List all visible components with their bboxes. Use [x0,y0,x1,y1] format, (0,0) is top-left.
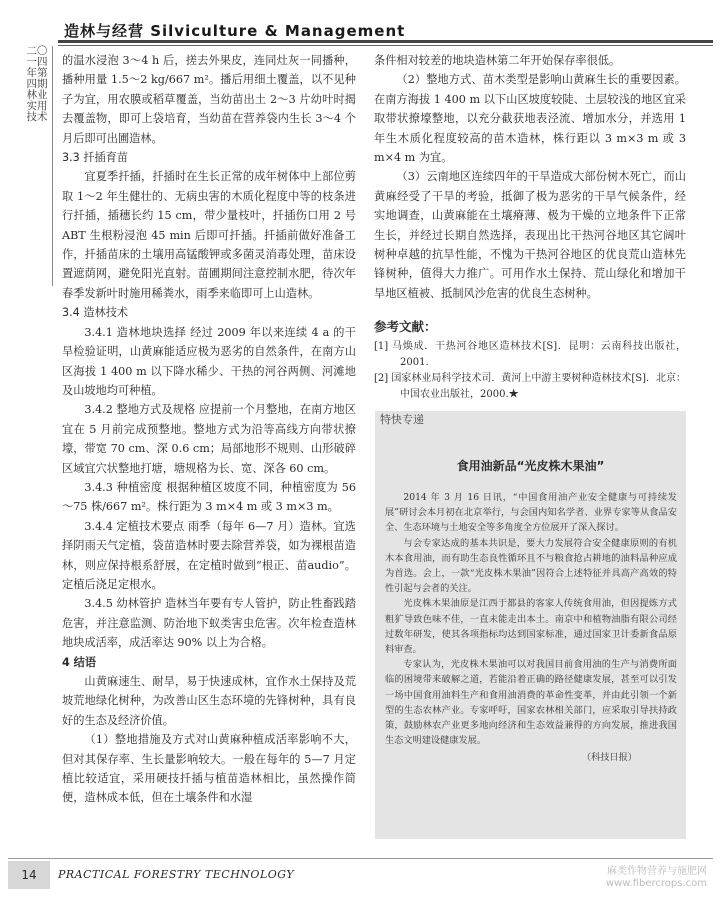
reference-item: [1] 马焕成．干热河谷地区造林技术[S]．昆明：云南科技出版社，2001. [374,340,686,368]
news-box-body [385,490,677,766]
page-number: 14 [8,861,50,889]
news-box-tab: 特快专递 [380,413,424,426]
paragraph: 条件相对较差的地块造林第二年开始保存率很低。 [374,54,621,67]
paragraph-3-4-3: 3.4.3 种植密度 根据种植区坡度不同，种植密度为 56～75 株/667 m²。株行距为 3 m×4 m 或 3 m×3 m。 [62,480,356,514]
news-paragraph: 光皮株木果油原是江西于都县的客家人传统食用油，但因提炼方式粗犷导致色味不佳，一直未能走出本土。南京中和植物油脂有限公司经过数年研发，使其各项指标均达到国家标准，通过国家卫计委新食品原料审查。 [385,598,677,656]
paragraph-3-4-2: 3.4.2 整地方式及规格 应提前一个月整地，在南方地区宜在 5 月前完成预整地。整地方式为沿等高线方向带状撩壕，带宽 70 cm、深 0.6 cm；局部地形不规则、山形破碎区域宜穴状整地打塘，塘规格为长、宽、深各 60 cm。 [62,403,356,475]
paragraph: 山黄麻速生、耐旱，易于快速成林，宜作水土保持及荒坡荒地绿化树种，为改善山区生态环境的先锋树种，具有良好的生态及经济价值。 [62,675,356,727]
paragraph: （1）整地措施及方式对山黄麻种植成活率影响不大，但对其保存率、生长量影响较大。一般在每年的 5—7 月定植比较适宜，采用硬技扦插与植苗造林相比，虽然操作简便，造林成本低，但在土壤条件和水湿 [62,733,356,805]
section-heading-3-3: 3.3 扦插育苗 [62,151,129,165]
paragraph: （2）整地方式、苗木类型是影响山黄麻生长的重要因素。在南方海拔 1 400 m 以下山区坡度较陡、土层较浅的地区宜采取带状撩壕整地，以充分截获地表泾流、增加水分，并选用 1 年生木质化程度较高的苗木造林，株行距以 3 m×3 m 或 3 m×4 m 为宜。 [374,73,686,165]
paragraph: （3）云南地区连续四年的干旱造成大部份树木死亡，而山黄麻经受了干旱的考验，抵御了极为恶劣的干旱气候条件，经实地调查，山黄麻能在土壤瘠薄、极为干燥的立地条件下正常生长，并经过长期自然选择，表现出比干热河谷地区其它阔叶树种卓越的抗旱性能，不愧为干热河谷地区的优良荒山造林先锋树种，值得大力推广。可用作水土保持、荒山绿化和增加干旱地区植被、抵制风沙危害的优良生态树种。 [374,170,686,300]
sidebar-divider [52,46,53,286]
news-source: （科技日报） [581,752,637,764]
watermark [606,866,707,890]
journal-name: PRACTICAL FORESTRY TECHNOLOGY [58,868,295,881]
watermark-line: www.fibercrops.com [605,878,707,889]
issue-sidebar-text: 二〇一四年第四期 林业实用技术 [26,45,48,123]
paragraph: 的温水浸泡 3～4 h 后，搓去外果皮，连同灶灰一同播种，播种用量 1.5～2 kg/667 m²。播后用细土覆盖，以不见种子为宜，用农膜或稻草覆盖，当幼苗出土 2～3 片幼叶时揭去覆盖物，即可上袋培育，当幼苗在营养袋内生长 3～4 个月后即可出圃造林。 [62,54,356,145]
news-paragraph: 专家认为，光皮株木果油可以对我国目前食用油的生产与消费所面临的困境带来破解之道，若能沿着正确的路径健康发展，甚至可以引发一场中国食用油料生产和食用油消费的革命性变革，并由此引领一个新型的生态农林产业。专家呼吁，国家农林相关部门，应采取引导扶持政策，鼓励林农产业更多地向经济和生态效益兼得的方向发展，推进我国生态文明建设健康发展。 [385,659,677,747]
right-column [374,51,686,403]
references-heading: 参考文献： [374,319,437,335]
section-heading-3-4: 3.4 造林技术 [62,306,129,320]
paragraph-3-4-4: 3.4.4 定植技术要点 雨季（每年 6—7 月）造林。宜选择阴雨天气定植，袋苗造林时要去除营养袋，如为裸根苗造林，则应保持根系舒展，在定植时做到“根正、苗audio”。定植后浇足定根水。 [62,519,356,591]
section-heading-4: 4 结语 [62,655,97,669]
paragraph-3-4-1: 3.4.1 造林地块选择 经过 2009 年以来连续 4 a 的干旱检验证明，山黄麻能适应极为恶劣的自然条件，在南方山区海拔 1 400 m 以下降水稀少、干热的河谷两侧、河滩地及山坡地均可种植。 [62,325,356,397]
news-paragraph: 与会专家达成的基本共识是，要大力发展符合安全健康原则的有机木本食用油，而有助生态良性循环且不与粮食抢占耕地的油料品种应成为首选。会上，一款“光皮株木果油”因符合上述特征并具高产高效的特性引起与会者的关注。 [385,537,677,595]
news-box-title: 食用油新品“光皮株木果油” [456,459,605,473]
header-rule-thin [58,45,713,46]
news-paragraph: 2014 年 3 月 16 日讯，“中国食用油产业安全健康与可持续发展”研讨会本月初在北京举行，与会国内知名学者、业界专家等从食品安全、生态环境与土地安全等多角度全方位展开了深入探讨。 [385,492,677,534]
watermark-line: 麻类作物营养与施肥网 [607,866,707,877]
header-rule-thick [58,40,713,43]
paragraph: 宜夏季扦插，扦插时在生长正常的成年树体中上部位剪取 1～2 年生健壮的、无病虫害的木质化程度中等的枝条进行扦插，插穗长约 15 cm，带少量枝叶，扦插伤口用 2 号 ABT 生根粉浸泡 45 min 后即可扦插。扦插前做好准备工作，扦插苗床的土壤用高锰酸钾或多菌灵消毒处理，苗床设置遮荫网，避免阳光直射。苗圃期间注意控制水肥，待次年春季发新叶时施用稀粪水，雨季来临即可上山造林。 [62,170,356,300]
footer-rule [8,858,713,859]
journal-section-title: 造林与经营 Silviculture & Management [64,22,406,40]
left-column [62,51,356,808]
paragraph-3-4-5: 3.4.5 幼林管护 造林当年要有专人管护，防止牲畜践踏危害，并注意监测、防治地下蚁类害虫危害。次年检查造林地块成活率，成活率达 90% 以上为合格。 [62,597,356,650]
reference-item: [2] 国家林业局科学技术司．黄河上中游主要树种造林技术[S]．北京：中国农业出版社，2000.★ [374,372,686,400]
